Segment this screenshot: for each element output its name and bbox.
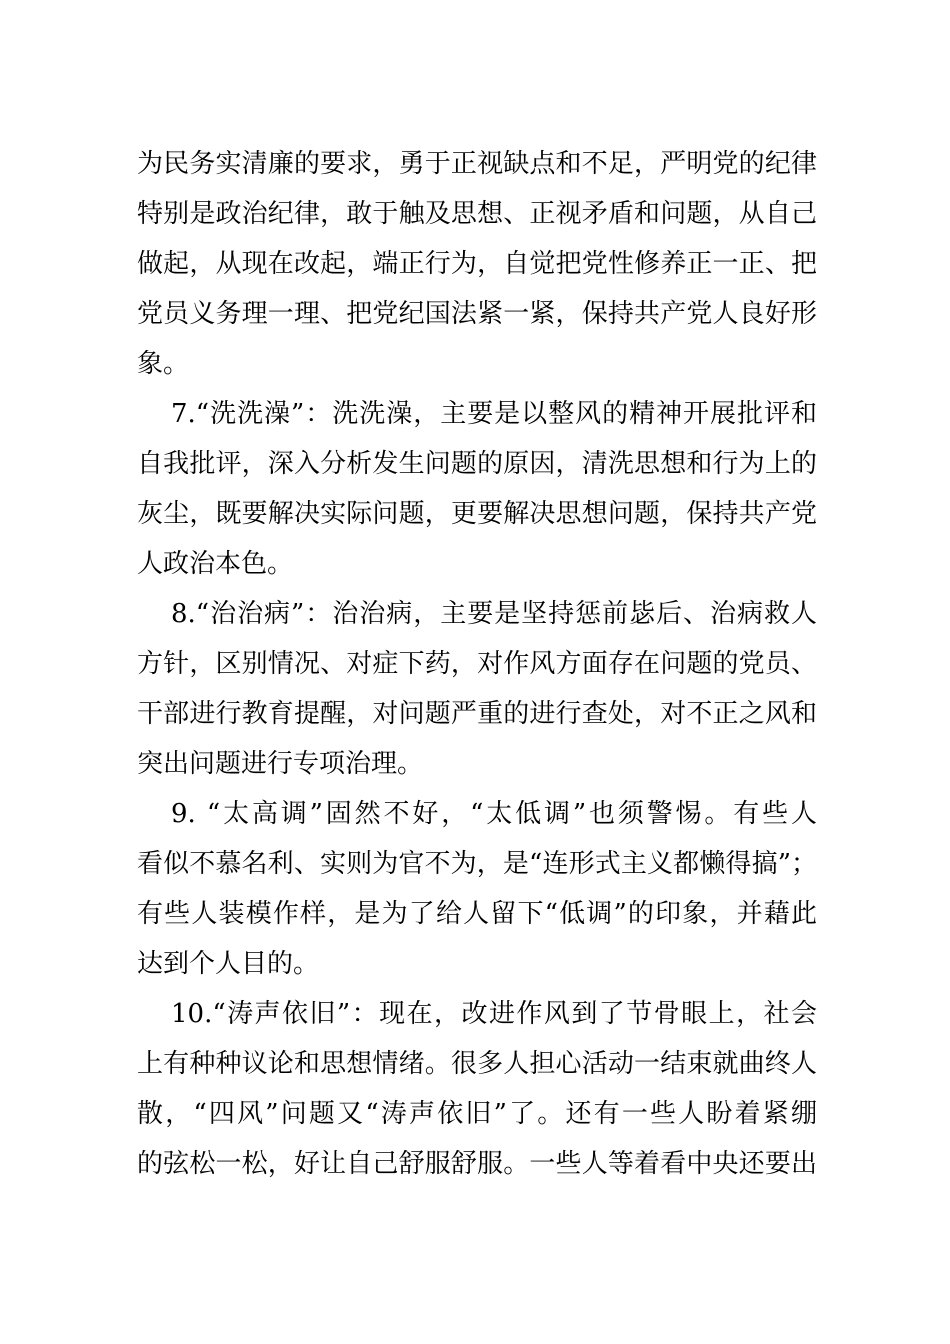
text-line: 达到个人目的。 (137, 949, 320, 979)
paragraph (137, 789, 817, 989)
text-line: 灰尘，既要解决实际问题，更要解决思想问题，保持共产党 (137, 499, 817, 529)
text-line: 人政治本色。 (137, 549, 294, 579)
text-line: 散，“四风”问题又“涛声依旧”了。还有一些人盼着紧绷 (137, 1099, 817, 1129)
text-line: 9. “太高调”固然不好，“太低调”也须警惕。有些人 (171, 799, 817, 829)
paragraph (137, 389, 817, 589)
text-line: 的弦松一松，好让自己舒服舒服。一些人等着看中央还要出 (137, 1149, 817, 1179)
paragraph (137, 989, 817, 1189)
text-line: 特别是政治纪律，敢于触及思想、正视矛盾和问题，从自己 (137, 199, 817, 229)
text-line: 有些人装模作样，是为了给人留下“低调”的印象，并藉此 (137, 899, 817, 929)
text-line: 党员义务理一理、把党纪国法紧一紧，保持共产党人良好形 (137, 299, 817, 329)
text-line: 10.“涛声依旧”：现在，改进作风到了节骨眼上，社会 (171, 999, 817, 1029)
document-body (137, 139, 817, 1189)
text-line: 方针，区别情况、对症下药，对作风方面存在问题的党员、 (137, 649, 817, 679)
text-line: 看似不慕名利、实则为官不为，是“连形式主义都懒得搞”； (137, 849, 817, 879)
paragraph (137, 589, 817, 789)
text-line: 上有种种议论和思想情绪。很多人担心活动一结束就曲终人 (137, 1049, 817, 1079)
text-line: 干部进行教育提醒，对问题严重的进行查处，对不正之风和 (137, 699, 817, 729)
text-line: 象。 (137, 349, 190, 379)
text-line: 自我批评，深入分析发生问题的原因，清洗思想和行为上的 (137, 449, 817, 479)
text-line: 突出问题进行专项治理。 (137, 749, 424, 779)
text-line: 8.“治治病”：治治病，主要是坚持惩前毖后、治病救人 (171, 599, 817, 629)
paragraph (137, 139, 817, 389)
text-line: 7.“洗洗澡”：洗洗澡，主要是以整风的精神开展批评和 (171, 399, 817, 429)
text-line: 做起，从现在改起，端正行为，自觉把党性修养正一正、把 (137, 249, 817, 279)
text-line: 为民务实清廉的要求，勇于正视缺点和不足，严明党的纪律 (137, 149, 817, 179)
